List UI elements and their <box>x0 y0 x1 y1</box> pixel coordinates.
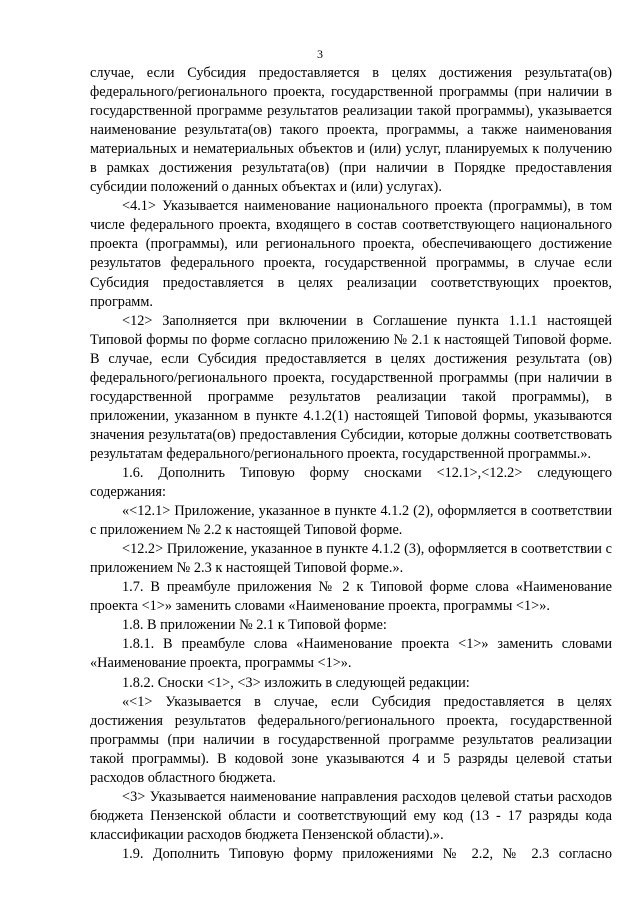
item-1-7: 1.7. В преамбуле приложения № 2 к Типовой форме слова «Наименование проекта <1>» заменить словами «Наименование проекта, программы <1>». <box>90 579 612 615</box>
page-number: 3 <box>317 47 323 61</box>
document-body <box>90 64 612 864</box>
footnote-3: <3> Указывается наименование направления расходов целевой статьи расходов бюджета Пензенской области и соответствующий ему код (13 - 17 разряды кода классификации расходов бюджета Пензенской области).». <box>90 788 612 843</box>
paragraph-continuation: случае, если Субсидия предоставляется в целях достижения результата(ов) федерального/регионального проекта, государственной программы (при наличии в государственной программе результатов реализации такой программы), указывается наименование результата(ов) такого проекта, программы, а также наименования материальных и нематериальных объектов и (или) услуг, планируемых к получению в рамках достижения результата(ов) (при наличии в Порядке предоставления субсидии положений о данных объектах и (или) услугах). <box>90 65 612 196</box>
footnote-1: «<1> Указывается в случае, если Субсидия предоставляется в целях достижения результатов федерального/регионального проекта, государственной программы (при наличии в государственной программе результатов реализации такой программы). В кодовой зоне указываются 4 и 5 разряды целевой статьи расходов областного бюджета. <box>90 693 612 786</box>
footnote-4-1: <4.1> Указывается наименование национального проекта (программы), в том числе федерального проекта, входящего в состав соответствующего национального проекта (программы), или регионального проекта, обеспечивающего достижение результатов федерального проекта, государственной программы, в случае если Субсидия предоставляется в целях реализации соответствующих проектов, программ. <box>90 198 612 310</box>
item-1-8-1: 1.8.1. В преамбуле слова «Наименование проекта <1>» заменить словами «Наименование проекта, программы <1>». <box>90 636 612 672</box>
item-1-8-2: 1.8.2. Сноски <1>, <3> изложить в следующей редакции: <box>122 674 470 691</box>
item-1-8: 1.8. В приложении № 2.1 к Типовой форме: <box>122 617 387 634</box>
footnote-12-2: <12.2> Приложение, указанное в пункте 4.1.2 (3), оформляется в соответствии с приложением № 2.3 к настоящей Типовой форме.». <box>90 541 612 577</box>
footnote-12-1: «<12.1> Приложение, указанное в пункте 4.1.2 (2), оформляется в соответствии с приложением № 2.2 к настоящей Типовой форме. <box>90 503 612 539</box>
item-1-6: 1.6. Дополнить Типовую форму сносками <12.1>,<12.2> следующего содержания: <box>90 464 612 501</box>
footnote-12: <12> Заполняется при включении в Соглашение пункта 1.1.1 настоящей Типовой формы по форме согласно приложению № 2.1 к настоящей Типовой форме. В случае, если Субсидия предоставляется в целях достижения результата (ов) федерального/регионального проекта, государственной программы (при наличии в государственной программе результатов реализации такой программы), в приложении, указанном в пункте 4.1.2(1) настоящей Типовой формы, указываются значения результата(ов) предоставления Субсидии, которые должны соответствовать результатам федерального/регионального проекта, государственной программы.». <box>90 312 612 462</box>
item-1-9: 1.9. Дополнить Типовую форму приложениями № 2.2, № 2.3 согласно <box>122 845 612 862</box>
